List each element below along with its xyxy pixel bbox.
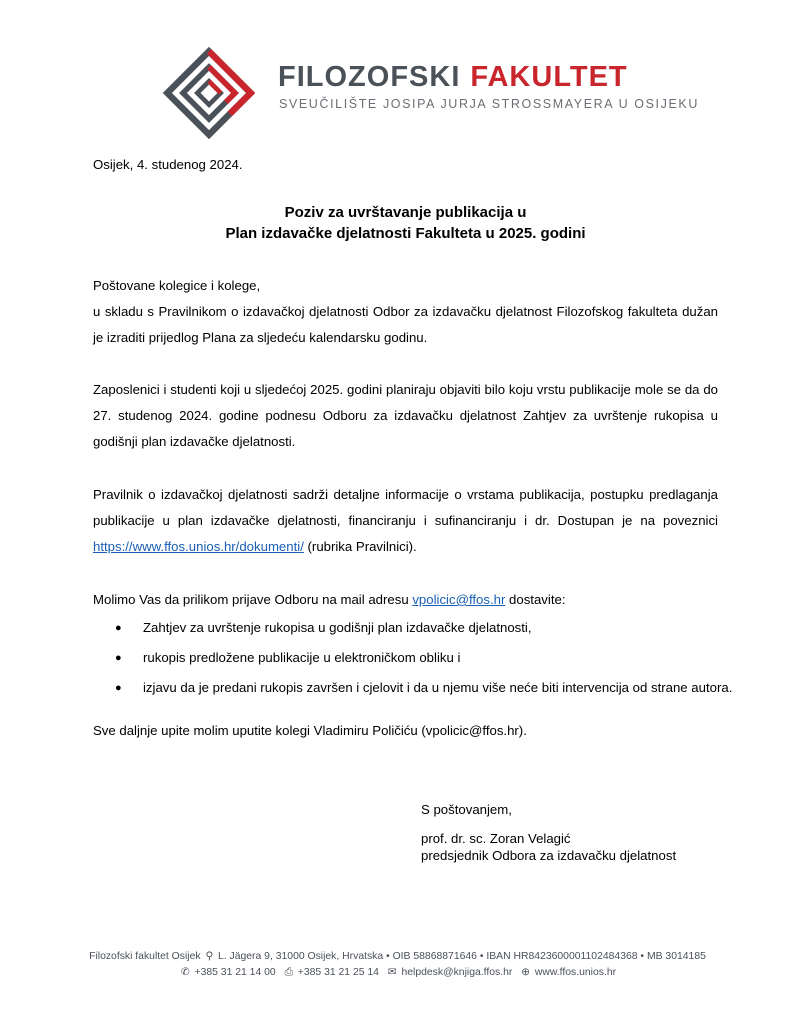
footer-oib: OIB 58868871646 bbox=[392, 951, 477, 962]
footer-separator: • bbox=[386, 951, 390, 962]
closing: S poštovanjem, bbox=[421, 802, 512, 817]
paragraph-2-block bbox=[93, 377, 718, 455]
mail-icon: ✉ bbox=[387, 967, 397, 978]
paragraph-3 bbox=[93, 482, 718, 560]
footer-institution: Filozofski fakultet Osijek bbox=[89, 951, 201, 962]
list-item-text: rukopis predložene publikacije u elektroničkom obliku i bbox=[143, 650, 461, 665]
bullet-icon: ● bbox=[115, 622, 122, 634]
letter-date: Osijek, 4. studenog 2024. bbox=[93, 157, 243, 172]
footer-line-1 bbox=[0, 950, 795, 962]
footer-phone: +385 31 21 14 00 bbox=[194, 967, 276, 978]
footer-mb: MB 3014185 bbox=[646, 951, 706, 962]
university-name: SVEUČILIŠTE JOSIPA JURJA STROSSMAYERA U OSIJEKU bbox=[279, 97, 699, 111]
paragraph-3-block bbox=[93, 482, 718, 560]
email-link[interactable]: vpolicic@ffos.hr bbox=[412, 592, 506, 607]
footer-web: www.ffos.unios.hr bbox=[534, 967, 617, 978]
signer-name: prof. dr. sc. Zoran Velagić bbox=[421, 831, 571, 846]
paragraph-5: Sve daljnje upite molim uputite kolegi Vladimiru Poličiću (vpolicic@ffos.hr). bbox=[93, 723, 527, 738]
bullet-icon: ● bbox=[115, 652, 122, 664]
list-item-text: Zahtjev za uvrštenje rukopisa u godišnji plan izdavačke djelatnosti, bbox=[143, 620, 532, 635]
faculty-logo-icon bbox=[163, 47, 255, 139]
fax-icon: ⎙ bbox=[284, 967, 293, 978]
paragraph-4-block bbox=[93, 587, 718, 613]
documents-link[interactable]: https://www.ffos.unios.hr/dokumenti/ bbox=[93, 539, 304, 554]
phone-icon: ✆ bbox=[180, 967, 190, 978]
footer-email: helpdesk@knjiga.ffos.hr bbox=[401, 967, 513, 978]
footer-address: L. Jägera 9, 31000 Osijek, Hrvatska bbox=[217, 951, 384, 962]
paragraph-5-block bbox=[93, 718, 718, 744]
footer-line-2 bbox=[0, 966, 795, 979]
globe-icon: ⊕ bbox=[521, 967, 530, 978]
location-pin-icon: ⚲ bbox=[205, 951, 214, 962]
letter-title bbox=[93, 202, 718, 244]
requirements-list bbox=[93, 613, 733, 703]
paragraph-4-before: Molimo Vas da prilikom prijave Odboru na mail adresu bbox=[93, 592, 409, 607]
paragraph-intro bbox=[93, 273, 718, 351]
letter-title-line2: Plan izdavačke djelatnosti Fakulteta u 2025. godini bbox=[225, 225, 586, 242]
list-item bbox=[93, 613, 733, 643]
paragraph-1: u skladu s Pravilnikom o izdavačkoj djelatnosti Odbor za izdavačku djelatnost Filozofskog fakulteta dužan je izraditi prijedlog Plana za sljedeću kalendarsku godinu. bbox=[93, 304, 718, 345]
list-item bbox=[93, 673, 733, 703]
signer-role: predsjednik Odbora za izdavačku djelatnost bbox=[421, 848, 677, 863]
faculty-name-part1: FILOZOFSKI bbox=[278, 61, 461, 93]
footer-iban: IBAN HR8423600001102484368 bbox=[486, 951, 638, 962]
list-item bbox=[93, 643, 733, 673]
footer-separator: • bbox=[640, 951, 645, 962]
footer-separator: • bbox=[479, 951, 484, 962]
paragraph-2: Zaposlenici i studenti koji u sljedećoj 2025. godini planiraju objaviti bilo koju vrstu publikacije mole se da do 27. studenog 2024. godine podnesu Odboru za izdavačku djelatnost Zahtjev za uvrštenje rukopisa u godišnji plan izdavačke djelatnosti. bbox=[93, 382, 718, 449]
paragraph-3-after: (rubrika Pravilnici). bbox=[307, 539, 417, 554]
faculty-name-part2: FAKULTET bbox=[470, 61, 628, 93]
bullet-icon: ● bbox=[115, 682, 122, 694]
paragraph-4-after: dostavite: bbox=[509, 592, 566, 607]
paragraph-3-text: Pravilnik o izdavačkoj djelatnosti sadrži detaljne informacije o vrstama publikacija, postupku predlaganja publikacije u plan izdavačke djelatnosti, financiranju i sufinanciranju i dr. Dostupan je na poveznici bbox=[93, 487, 718, 528]
list-item-text: izjavu da je predani rukopis završen i cjelovit i da u njemu više neće biti intervencija od strane autora. bbox=[143, 680, 733, 695]
paragraph-4 bbox=[93, 587, 718, 613]
letter-title-line1: Poziv za uvrštavanje publikacija u bbox=[284, 204, 527, 221]
salutation: Poštovane kolegice i kolege, bbox=[93, 278, 261, 293]
faculty-name bbox=[278, 60, 628, 94]
footer-fax: +385 31 21 25 14 bbox=[297, 967, 379, 978]
